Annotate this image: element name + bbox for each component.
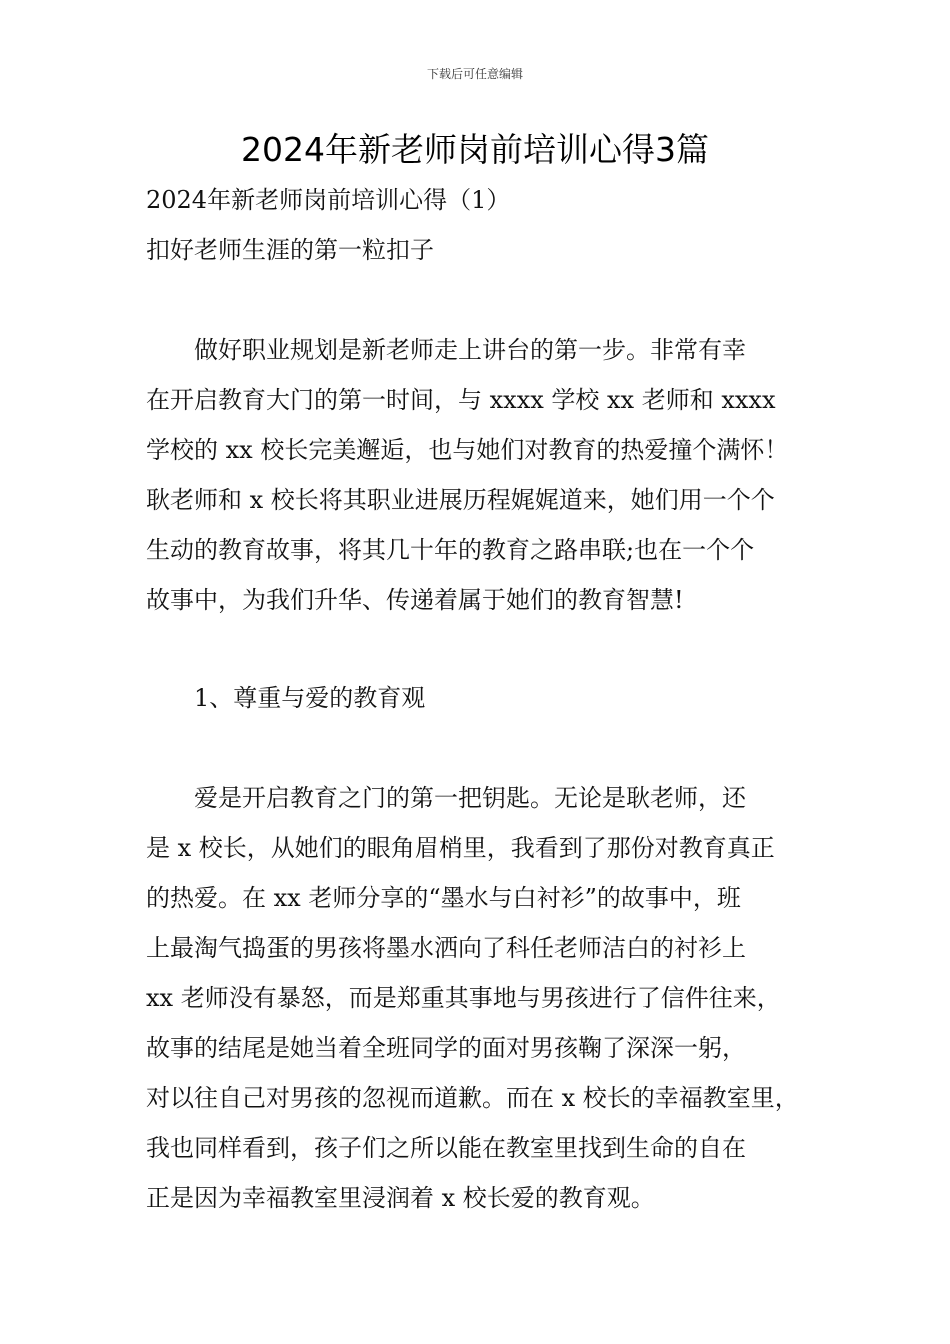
section-heading: 扣好老师生涯的第一粒扣子: [146, 236, 434, 264]
section-1-heading: 1、尊重与爱的教育观: [194, 684, 426, 712]
paragraph-2-line: xx 老师没有暴怒，而是郑重其事地与男孩进行了信件往来，: [146, 984, 781, 1012]
paragraph-2-line: 是 x 校长，从她们的眼角眉梢里，我看到了那份对教育真正: [146, 834, 775, 862]
paragraph-2-line: 我也同样看到，孩子们之所以能在教室里找到生命的自在: [146, 1134, 746, 1162]
paragraph-2-line: 上最淘气捣蛋的男孩将墨水洒向了科任老师洁白的衬衫上: [146, 934, 746, 962]
document-subtitle: 2024年新老师岗前培训心得（1）: [146, 186, 511, 214]
paragraph-1-line: 耿老师和 x 校长将其职业进展历程娓娓道来，她们用一个个: [146, 486, 775, 514]
page-header-note: 下载后可任意编辑: [426, 67, 523, 81]
paragraph-2-line: 的热爱。在 xx 老师分享的“墨水与白衬衫”的故事中，班: [146, 884, 741, 912]
paragraph-2-line: 爱是开启教育之门的第一把钥匙。无论是耿老师，还: [194, 784, 746, 812]
paragraph-1-line: 生动的教育故事，将其几十年的教育之路串联;也在一个个: [146, 536, 755, 564]
paragraph-1-line: 做好职业规划是新老师走上讲台的第一步。非常有幸: [194, 336, 746, 364]
paragraph-2-line: 故事的结尾是她当着全班同学的面对男孩鞠了深深一躬，: [146, 1034, 746, 1062]
paragraph-1-line: 故事中，为我们升华、传递着属于她们的教育智慧!: [146, 586, 684, 614]
paragraph-1-line: 在开启教育大门的第一时间，与 xxxx 学校 xx 老师和 xxxx: [146, 386, 776, 414]
paragraph-1-line: 学校的 xx 校长完美邂逅，也与她们对教育的热爱撞个满怀！: [146, 436, 789, 464]
paragraph-2-line: 对以往自己对男孩的忽视而道歉。而在 x 校长的幸福教室里，: [146, 1084, 799, 1112]
paragraph-2-line: 正是因为幸福教室里浸润着 x 校长爱的教育观。: [146, 1184, 655, 1212]
document-title: 2024年新老师岗前培训心得3篇: [241, 130, 709, 169]
